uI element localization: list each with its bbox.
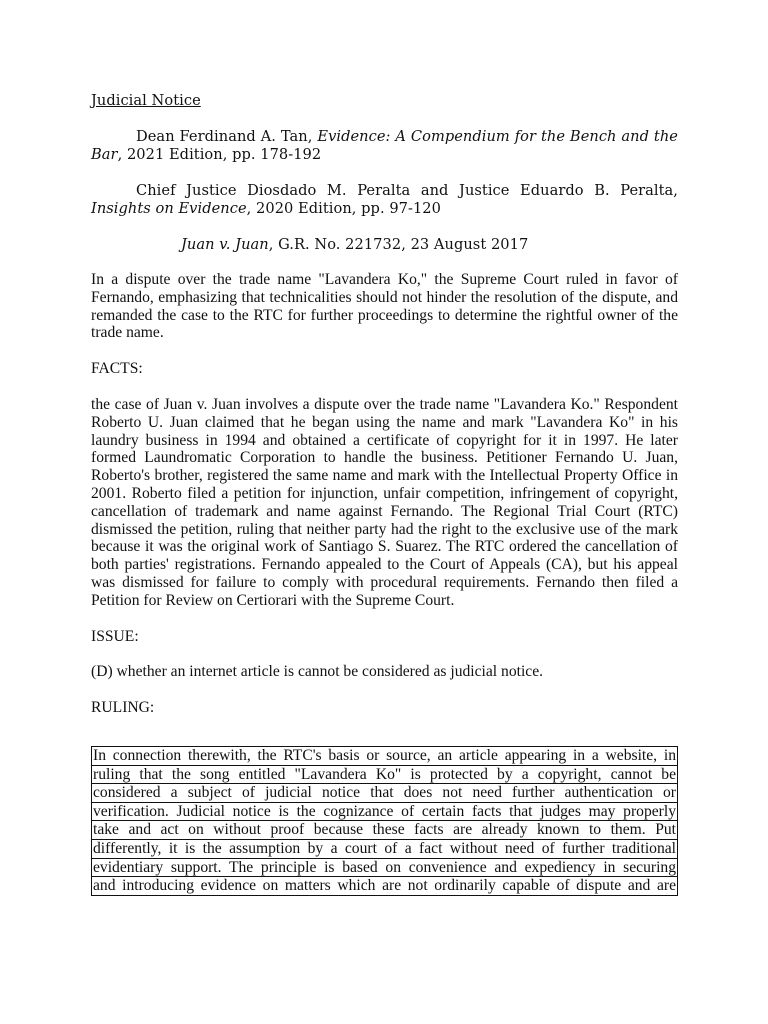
reference-1 [91, 128, 678, 164]
ruling-line: differently, it is the assumption by a court of a fact without need of further traditional [93, 839, 676, 857]
reference-2 [91, 182, 678, 218]
issue-paragraph: (D) whether an internet article is cannot be considered as judicial notice. [91, 663, 544, 681]
ruling-line: verification. Judicial notice is the cognizance of certain facts that judges may properly [93, 802, 676, 820]
ruling-line: evidentiary support. The principle is based on convenience and expediency in securing [93, 858, 676, 876]
issue-label: ISSUE: [91, 627, 139, 645]
ruling-line: considered a subject of judicial notice that does not need further authentication or [93, 784, 676, 802]
ruling-line: In connection therewith, the RTC's basis or source, an article appearing in a website, in [93, 746, 676, 764]
case-name: Juan v. Juan [181, 236, 269, 253]
case-citation-text: , G.R. No. 221732, 23 August 2017 [268, 236, 529, 253]
reference-1-author: Dean Ferdinand A. Tan, [136, 128, 318, 145]
ruling-boxed-excerpt [91, 746, 678, 896]
facts-label: FACTS: [91, 360, 143, 378]
reference-1-title: Evidence: A Compendium for the Bench and the Bar [91, 128, 678, 163]
ruling-line: take and act on without proof because these facts are already known to them. Put [93, 821, 676, 839]
ruling-line: and introducing evidence on matters which are not ordinarily capable of dispute and are [93, 877, 676, 895]
ruling-label: RULING: [91, 699, 155, 717]
reference-2-rest: , 2020 Edition, pp. 97-120 [246, 200, 441, 217]
reference-2-title: Insights on Evidence [91, 200, 247, 217]
document-page [91, 92, 678, 896]
ruling-line: ruling that the song entitled "Lavandera Ko" is protected by a copyright, cannot be [93, 765, 676, 783]
case-citation [91, 236, 678, 254]
section-heading: Judicial Notice [91, 92, 201, 109]
reference-1-rest: , 2021 Edition, pp. 178-192 [117, 146, 322, 163]
case-summary: In a dispute over the trade name "Lavandera Ko," the Supreme Court ruled in favor of Fernando, emphasizing that technicalities should not hinder the resolution of the dispute, and remanded the case to the RTC for further proceedings to determine the rightful owner of the trade name. [91, 271, 678, 342]
reference-2-author: Chief Justice Diosdado M. Peralta and Justice Eduardo B. Peralta, [136, 182, 678, 199]
facts-paragraph: the case of Juan v. Juan involves a dispute over the trade name "Lavandera Ko." Respondent Roberto U. Juan claimed that he began using the name and mark "Lavandera Ko" in his laundry business in 1994 and obtained a certificate of copyright for it in 1997. He later formed Laundromatic Corporation to handle the business. Petitioner Fernando U. Juan, Roberto's brother, registered the same name and mark with the Intellectual Property Office in 2001. Roberto filed a petition for injunction, unfair competition, infringement of copyright, cancellation of trademark and name against Fernando. The Regional Trial Court (RTC) dismissed the petition, ruling that neither party had the right to the exclusive use of the mark because it was the original work of Santiago S. Suarez. The RTC ordered the cancellation of both parties' registrations. Fernando appealed to the Court of Appeals (CA), but his appeal was dismissed for failure to comply with procedural requirements. Fernando then filed a Petition for Review on Certiorari with the Supreme Court. [91, 395, 678, 609]
